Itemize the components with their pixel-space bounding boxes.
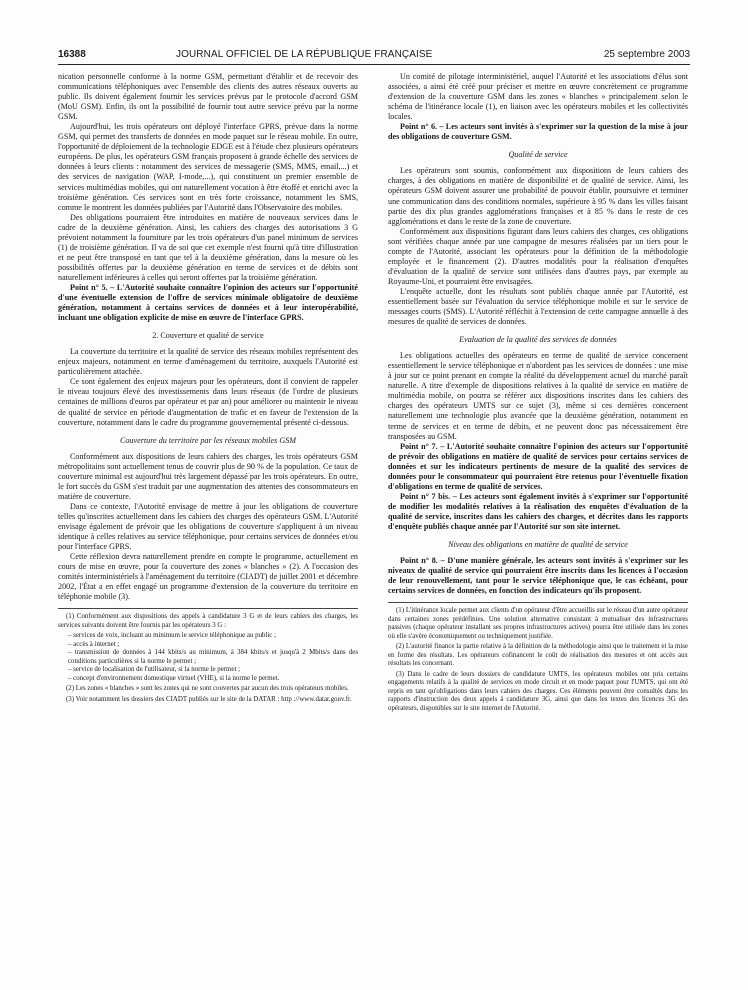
paragraph: Cette réflexion devra naturellement prendre en compte le programme, actuellement en cours de mise en œuvre, pour la couverture des zones « blanches » (2). A l'occasion des comités interministériels à l'aménagement du territoire (CIADT) de juillet 2001 et décembre 2002, l'État a en effet engagé un programme d'extension de la couverture du territoire en téléphonie mobile (3).	[58, 552, 358, 602]
paragraph: Les opérateurs sont soumis, conformément aux dispositions de leurs cahiers des charges, à des obligations en matière de disponibilité et de qualité de service. Ainsi, les opérateurs GSM doivent assurer une probabilité de pouvoir établir, poursuivre et terminer une communication dans des conditions normales, supérieure à 95 % dans les villes faisant partie des dix plus grandes agglomérations françaises et à 85 % dans le reste de ces agglomérations et dans le reste de la zone de couverture.	[388, 166, 688, 226]
page-number: 16388	[58, 49, 86, 60]
point-8: Point n° 8. – D'une manière générale, les acteurs sont invités à s'exprimer sur les niveaux de qualité de service qui pourraient être inscrits dans les licences à l'occasion de leur renouvellement, tant pour le service téléphonique que, le cas échéant, pour certains services de données, en fonction des indicateurs qu'ils proposent.	[388, 556, 688, 596]
paragraph: nication personnelle conforme à la norme GSM, permettant d'établir et de recevoir des communications téléphoniques avec l'ensemble des clients des autres réseaux ouverts au public. Ils doivent également fournir les services prévus par le protocole d'accord GSM (MoU GSM). Enfin, ils ont la possibilité de fournir tout autre service prévu par la norme GSM.	[58, 72, 358, 122]
footnote: (3) Voir notamment les dossiers des CIADT publiés sur le site de la DATAR : http ://www.datar.gouv.fr.	[66, 695, 352, 703]
list-item: – concept d'environnement domestique virtuel (VHE), si la norme le permet.	[68, 675, 358, 684]
footnote: (1) Conformément aux dispositions des appels à candidature 3 G et de leurs cahiers des charges, les services suivants doivent être fournis par les opérateurs 3 G :	[58, 613, 358, 629]
point-6: Point n° 6. – Les acteurs sont invités à s'exprimer sur la question de la mise à jour des obligations de couverture GSM.	[388, 122, 688, 142]
footnotes	[388, 602, 688, 713]
point-7-bis: Point n° 7 bis. – Les acteurs sont également invités à s'exprimer sur l'opportunité de modifier les modalités relatives à la réalisation des enquêtes d'évaluation de la qualité de service, inscrites dans les cahiers des charges, et décrites dans les rapports d'enquête publiés chaque année par l'Autorité sur son site internet.	[388, 491, 688, 531]
footnotes	[58, 608, 358, 704]
footnote: (2) L'autorité finance la partie relative à la définition de la méthodologie ainsi que le traitement et la mise en forme des résultats. Les opérateurs cofinancent le coût de réalisation des mesures et ont accès aux résultats les concernant.	[388, 643, 688, 668]
paragraph: Ce sont également des enjeux majeurs pour les opérateurs, dont il convient de rappeler le niveau toujours élevé des investissements dans leurs réseaux (de l'ordre de plusieurs centaines de millions d'euros par opérateur et par an) pour améliorer ou maintenir le niveau de qualité de service en période d'augmentation de trafic et en faveur de l'extension de la couverture, notamment dans le cadre du programme gouvernemental présenté ci-dessous.	[58, 377, 358, 427]
paragraph: Conformément aux dispositions de leurs cahiers des charges, les trois opérateurs GSM métropolitains sont actuellement tenus de couvrir plus de 90 % de la population. Ce taux de couverture minimal est aujourd'hui très largement dépassé par les trois opérateurs. En outre, le fort succès du GSM s'est traduit par une augmentation des attentes des consommateurs en matière de couverture.	[58, 451, 358, 501]
subsection-heading: Couverture du territoire par les réseaux mobiles GSM	[119, 435, 297, 445]
subsection-heading: Niveau des obligations en matière de qualité de service	[448, 540, 628, 550]
paragraph: Aujourd'hui, les trois opérateurs ont déployé l'interface GPRS, prévue dans la norme GSM, qui permet des transferts de données en mode paquet sur le réseau mobile. En outre, l'opportunité de déploiement de la technologie EDGE est à l'étude chez plusieurs opérateurs européens. De plus, les opérateurs GSM français proposent à grande échelle des services de données à leurs clients : notamment des services de messagerie (SMS, MMS, email,...) et des services de navigation (WAP, I-mode,...), qui constituent un premier ensemble de services multimédias mobiles, qui ont naturellement vocation à être étoffé et enrichi avec la troisième génération. Ces services sont en très forte croissance, notamment les SMS, comme le montrent les données publiées par l'Autorité dans l'Observatoire des mobiles.	[58, 122, 358, 212]
point-7: Point n° 7. – L'Autorité souhaite connaître l'opinion des acteurs sur l'opportunité de prévoir des obligations en matière de qualité de services pour certains services de données et sur les indicateurs pertinents de mesure de la qualité des services de données pour le consommateur qui pourraient être retenus pour l'éventuelle fixation d'obligations en terme de qualité de services.	[388, 441, 688, 491]
paragraph: L'enquête actuelle, dont les résultats sont publiés chaque année par l'Autorité, est essentiellement basée sur l'évaluation du service téléphonique mobile et sur le service de messages courts (SMS). L'Autorité réfléchit à l'extension de cette campagne annuelle à des mesures de qualité de services de données.	[388, 286, 688, 327]
footnote: (1) L'itinérance locale permet aux clients d'un opérateur d'être accueillis sur le réseau d'un autre opérateur dans certaines zones prédéfinies. Une solution alternative consistant à mutualiser des infrastructures passives (chaque opérateur installant ses propres infrastructures actives) pourra être utilisée dans les zones où elle s'avère économiquement ou techniquement justifiée.	[388, 607, 688, 640]
point-5: Point n° 5. – L'Autorité souhaite connaître l'opinion des acteurs sur l'opportunité d'une éventuelle extension de l'offre de services minimale obligatoire de deuxième génération, notamment à certains services de données et à leur interopérabilité, incluant une obligation explicite de mise en œuvre de l'interface GPRS.	[58, 282, 358, 323]
section-heading: 2. Couverture et qualité de service	[152, 331, 264, 341]
left-column	[58, 72, 358, 706]
footnote-list	[58, 632, 358, 683]
list-item: – service de localisation de l'utilisateur, si la norme le permet ;	[68, 666, 358, 675]
paragraph: La couverture du territoire et la qualité de service des réseaux mobiles représentent des enjeux majeurs, notamment en terme d'aménagement du territoire, auxquels l'Autorité est particulièrement attachée.	[58, 347, 358, 377]
paragraph: Des obligations pourraient être introduites en matière de nouveaux services dans le cadre de la deuxième génération. Ainsi, les cahiers des charges des autorisations 3 G prévoient notamment la fourniture par les trois opérateurs d'un panel minimum de services (1) de troisième génération. Il va de soi que cet exemple n'est fourni qu'à titre d'illustration et ne peut être transposé en tant que tel à la deuxième génération, dans la mesure où les possibilités offertes par la deuxième génération en terme de services et de débits sont naturellement inférieures à celles qui seront offertes par la troisième génération.	[58, 212, 358, 282]
journal-title: JOURNAL OFFICIEL DE LA RÉPUBLIQUE FRANÇAISE	[176, 49, 433, 60]
paragraph: Conformément aux dispositions figurant dans leurs cahiers des charges, ces obligations sont vérifiées chaque année par une campagne de mesures réalisées par un tiers pour le compte de l'Autorité, associant les opérateurs pour la définition de la méthodologie employée et le financement (2). D'autres modalités pour la réalisation d'enquêtes d'évaluation de la qualité de service sont utilisées dans d'autres pays, par exemple au Royaume-Uni, et pourraient être envisagées.	[388, 226, 688, 286]
publication-date: 25 septembre 2003	[603, 49, 690, 60]
footnote: (3) Dans le cadre de leurs dossiers de candidature UMTS, les opérateurs mobiles ont pris certains engagements relatifs à la qualité de services en mode circuit et en mode paquet pour l'UMTS, qui ont été repris en tant qu'obligations dans leurs cahiers des charges. Ces éléments peuvent être consultés dans les rapports d'instruction des deux appels à candidature 3G, ainsi que dans les textes des licences 3G des opérateurs, disponibles sur le site internet de l'Autorité.	[388, 670, 688, 712]
paragraph: Un comité de pilotage interministériel, auquel l'Autorité et les associations d'élus sont associées, a ainsi été créé pour préciser et mettre en œuvre concrètement ce programme d'extension de la couverture GSM dans les zones « blanches » principalement selon le schéma de l'itinérance locale (1), en liaison avec les opérateurs mobiles et les collectivités locales.	[388, 72, 688, 122]
page-header	[58, 46, 690, 65]
paragraph: Dans ce contexte, l'Autorité envisage de mettre à jour les obligations de couverture telles qu'inscrites actuellement dans les cahiers des charges des opérateurs GSM. L'Autorité envisage également de prévoir que les obligations de couverture s'appliquent à un niveau identique à celles relatives au service téléphonique, pour certains services de données et/ou pour l'interface GPRS.	[58, 501, 358, 552]
list-item: – transmission de données à 144 kbits/s au minimum, à 384 kbits/s et jusqu'à 2 Mbits/s dans des conditions particulières si la norme le permet ;	[68, 649, 358, 666]
subsection-heading: Evaluation de la qualité des services de données	[459, 335, 617, 345]
list-item: – accès à internet ;	[68, 641, 358, 650]
paragraph: Les obligations actuelles des opérateurs en terme de qualité de service concernent essentiellement le service téléphonique et n'abordent pas les services de données : une mise à jour sur ce point prenant en compte la réalité du développement actuel du marché paraît naturelle. A titre d'exemple de dispositions relatives à la qualité de service en matière de multimédia mobile, on pourra se référer aux dispositions inscrites dans les cahiers des charges des opérateurs UMTS sur ce sujet (3), même si ces dernières concernent naturellement une technologie plus avancée que la deuxième génération, notamment en terme de services et en terme de débits, et ne peuvent donc pas nécessairement être transposées au GSM.	[388, 351, 688, 441]
list-item: – services de voix, incluant au minimum le service téléphonique au public ;	[68, 632, 358, 641]
right-column	[388, 72, 688, 715]
subsection-heading: Qualité de service	[508, 150, 568, 160]
footnote: (2) Les zones « blanches » sont les zones qui ne sont couvertes par aucun des trois opérateurs mobiles.	[66, 685, 349, 693]
